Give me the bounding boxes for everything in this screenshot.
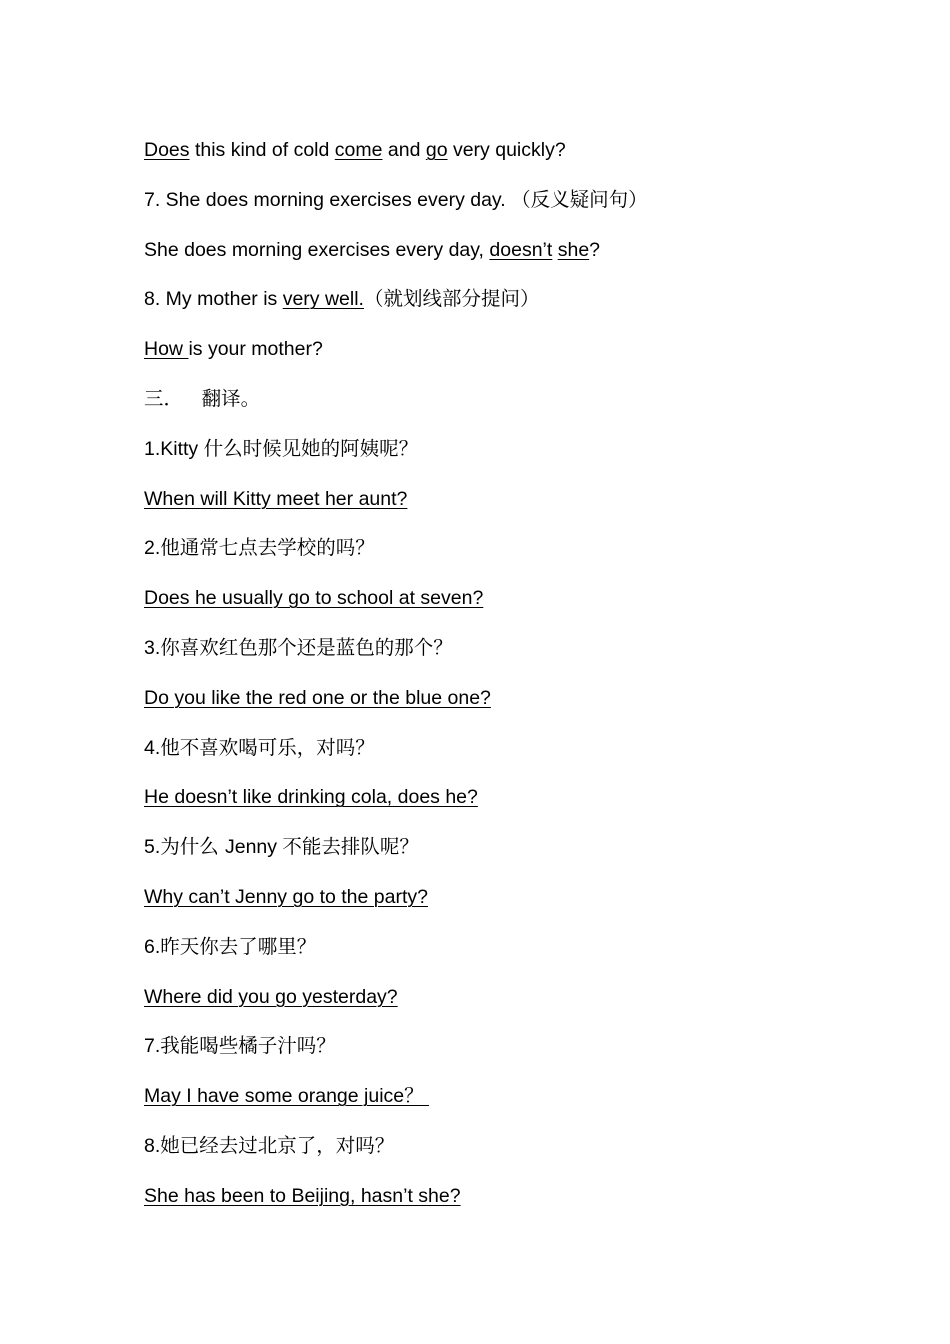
text-run: 不能去排队呢？ [282,835,419,859]
answer-underlined-text: Does he usually go to school at seven? [144,587,484,610]
text-run: 为什么 [160,835,225,859]
text-run: 4. [144,736,161,759]
text-line [144,1178,844,1228]
answer-underlined-text: Do you like the red one or the blue one? [144,686,491,709]
text-run: 8. My mother is [144,288,283,311]
text-run: （反义疑问句） [511,187,648,211]
text-line [144,779,844,829]
text-line [144,1028,844,1078]
answer-underlined-text: she [557,238,590,261]
text-line [144,281,844,331]
text-run: 什么时候见她的阿姨呢？ [203,436,419,460]
answer-underlined-text: come [334,139,383,161]
answer-underlined-text: She has been to Beijing, hasn’t she? [144,1184,461,1207]
text-line [144,1078,844,1128]
document-body [144,132,844,1228]
text-run: 1.Kitty [144,437,204,460]
text-run: 7. [144,1035,161,1058]
text-line [144,1128,844,1178]
text-run: （就划线部分提问） [363,287,540,311]
text-run: is your mother? [188,338,323,361]
text-line [144,979,844,1029]
text-line [144,730,844,780]
text-line [144,580,844,630]
text-line [144,929,844,979]
text-run: and [382,139,426,161]
answer-underlined-text: How [144,338,189,361]
text-line [144,431,844,481]
text-run: 她已经去过北京了，对吗？ [160,1133,395,1157]
answer-underlined-text: Where did you go yesterday? [144,985,398,1008]
text-run: She does morning exercises every day, [144,238,490,261]
answer-underlined-text: Does [144,139,190,161]
text-line [144,879,844,929]
text-run: 2. [144,537,161,560]
text-run: 7. She does morning exercises every day. [144,188,512,211]
text-run: very quickly? [447,139,566,161]
text-run: 他通常七点去学校的吗？ [160,536,375,560]
text-run: 5. [144,836,161,859]
text-run: 我能喝些橘子汁吗？ [160,1034,336,1058]
answer-underlined-text: very well. [282,288,364,311]
answer-underlined-text: May I have some orange juice？ [144,1085,430,1108]
text-run: 你喜欢红色那个还是蓝色的那个？ [160,635,453,659]
text-line [144,680,844,730]
text-run: 三． 翻译。 [144,386,261,410]
text-run: Jenny [224,836,283,859]
text-run: 6. [144,935,161,958]
text-line [144,481,844,531]
answer-underlined-text: go [425,139,448,161]
text-line [144,530,844,580]
text-line [144,232,844,282]
text-line [144,630,844,680]
text-run: 他不喜欢喝可乐，对吗？ [160,735,375,759]
answer-underlined-text: Why can’t Jenny go to the party? [144,885,428,908]
text-run: this kind of cold [189,139,335,161]
text-run: 昨天你去了哪里？ [160,934,317,958]
text-line [144,132,844,182]
text-line [144,331,844,381]
text-line [144,829,844,879]
answer-underlined-text: doesn’t [489,238,553,261]
text-run: 8. [144,1134,161,1157]
text-line [144,182,844,232]
answer-underlined-text: He doesn’t like drinking cola, does he? [144,786,478,809]
text-run: 3. [144,636,161,659]
text-line [144,381,844,431]
answer-underlined-text: When will Kitty meet her aunt? [144,487,408,510]
text-run: ? [589,238,601,261]
